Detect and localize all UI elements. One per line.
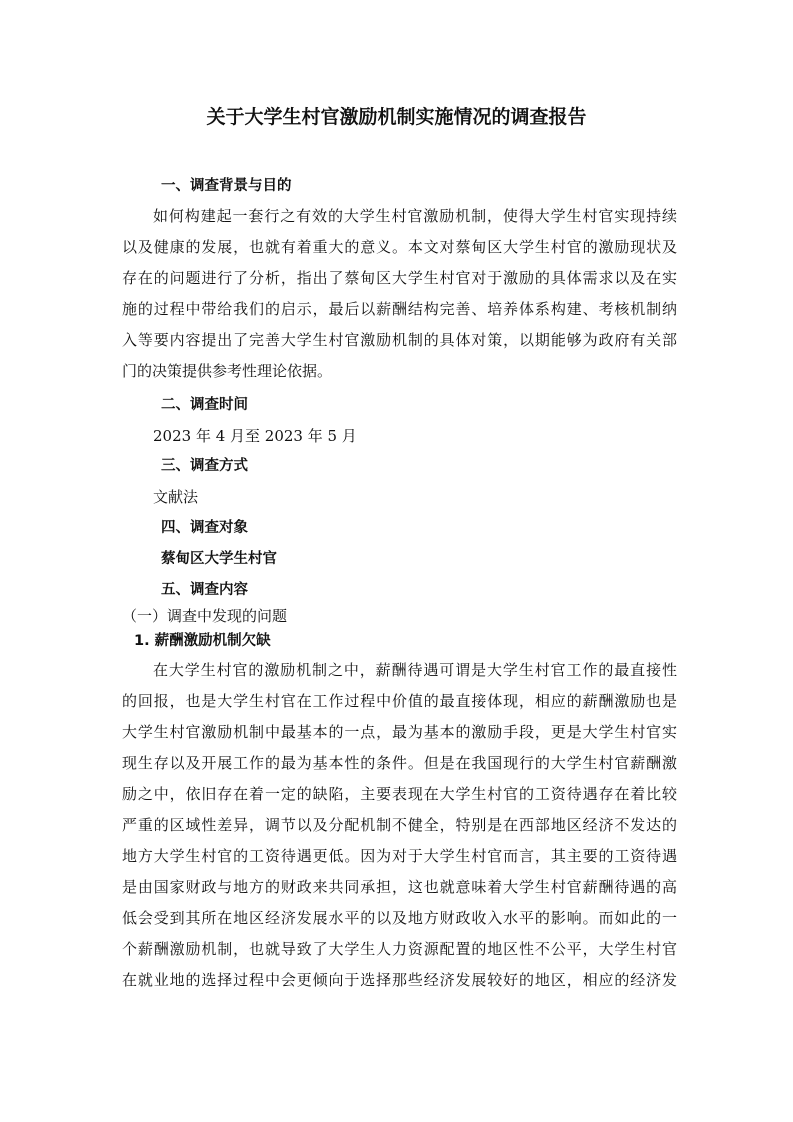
section-1-heading: 一、调查背景与目的 (161, 178, 292, 194)
paragraph-line: 入等要内容提出了完善大学生村官激励机制的具体对策，以期能够为政府有关部 (122, 331, 677, 349)
section-5-paragraph (122, 655, 677, 996)
paragraph-line: 施的过程中带给我们的启示，最后以薪酬结构完善、培养体系构建、考核机制纳 (122, 300, 677, 318)
paragraph-line: 地方大学生村官的工资待遇更低。因为对于大学生村官而言，其主要的工资待遇 (122, 847, 677, 865)
document-title: 关于大学生村官激励机制实施情况的调查报告 (206, 106, 587, 128)
section-2-heading: 二、调查时间 (161, 397, 248, 413)
survey-subject-text: 蔡甸区大学生村官 (161, 551, 277, 567)
paragraph-line: 门的决策提供参考性理论依据。 (122, 362, 333, 380)
paragraph-line: 以及健康的发展，也就有着重大的意义。本文对蔡甸区大学生村官的激励现状及 (122, 238, 677, 256)
section-1-paragraph (122, 201, 677, 387)
paragraph-line: 低会受到其所在地区经济发展水平的以及地方财政收入水平的影响。而如此的一 (122, 909, 677, 927)
item-heading: 1. 薪酬激励机制欠缺 (134, 633, 271, 649)
paragraph-line: 个薪酬激励机制，也就导致了大学生人力资源配置的地区性不公平，大学生村官 (122, 940, 677, 958)
subsection-heading: （一）调查中发现的问题 (122, 607, 288, 625)
section-5-heading: 五、调查内容 (161, 582, 248, 598)
paragraph-line: 严重的区域性差异，调节以及分配机制不健全，特别是在西部地区经济不发达的 (122, 816, 677, 834)
paragraph-line: 如何构建起一套行之有效的大学生村官激励机制，使得大学生村官实现持续 (153, 207, 677, 225)
survey-method-text: 文献法 (153, 488, 199, 506)
paragraph-line: 现生存以及开展工作的最为基本性的条件。但是在我国现行的大学生村官薪酬激 (122, 754, 677, 772)
paragraph-line: 是由国家财政与地方的财政来共同承担，这也就意味着大学生村官薪酬待遇的高 (122, 878, 677, 896)
paragraph-line: 在大学生村官的激励机制之中，薪酬待遇可谓是大学生村官工作的最直接性 (153, 661, 677, 679)
paragraph-line: 存在的问题进行了分析，指出了蔡甸区大学生村官对于激励的具体需求以及在实 (122, 269, 677, 287)
survey-time-text: 2023 年 4 月至 2023 年 5 月 (153, 427, 357, 445)
paragraph-line: 大学生村官激励机制中最基本的一点，最为基本的激励手段，更是大学生村官实 (122, 723, 677, 741)
paragraph-line: 励之中，依旧存在着一定的缺陷，主要表现在大学生村官的工资待遇存在着比较 (122, 785, 677, 803)
section-3-heading: 三、调查方式 (161, 458, 248, 474)
paragraph-line: 在就业地的选择过程中会更倾向于选择那些经济发展较好的地区，相应的经济发 (122, 971, 677, 989)
paragraph-line: 的回报，也是大学生村官在工作过程中价值的最直接体现，相应的薪酬激励也是 (122, 692, 677, 710)
section-4-heading: 四、调查对象 (161, 520, 248, 536)
